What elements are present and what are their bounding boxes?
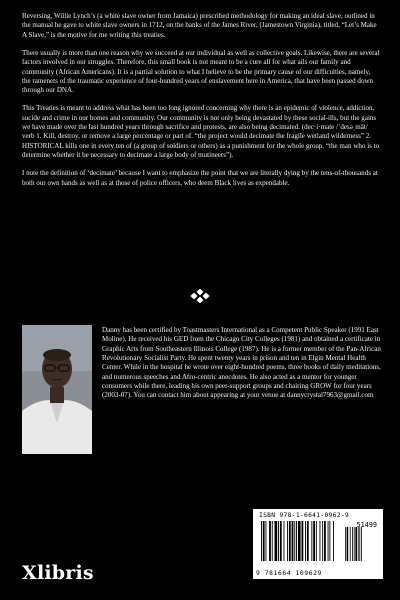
price-bar	[350, 527, 351, 561]
price-bar	[358, 527, 359, 561]
price-bar	[359, 527, 360, 561]
barcode-bars	[259, 521, 377, 567]
barcode	[253, 509, 383, 579]
barcode-bar	[307, 521, 309, 561]
synopsis-paragraph-3: This Treaties is meant to address what has been too long ignored concerning why there is an epidemic of violence, addiction, sucide and crime in our homes and community. Our community is not only being devastated by these social-ills, but the gains we have made over the last hundred years through sacrifice and protests, are also being decimated. (dec·i·mate /ˈdesəˌmāt/ verb 1. Kill, destroy, or remove a large percentage or part of. “the project would decimate the fragile wetland wilderness” 2. HISTORICAL kills one in every ten of (a group of soldiers or others) as a punishment for the whole group. “the man who is to determine whether it be necessary to decimate a large body of mutineers”).	[22, 104, 380, 160]
diamond-ornament-icon	[189, 289, 211, 303]
barcode-bar	[305, 521, 306, 561]
author-bio: Danny has been certified by Toastmasters International as a Competent Public Speaker (1991 East Moline). He received his GED from the Chicago City Colleges (1981) and obtained a certificate in Graphic Arts from Southeastern Illinois College (1987). He is a former member of the Pan-African Revolutionary Socialist Party. He spent twenty years in prison and ten in Elgin Mental Health Center. While in the hospital he wrote over eight-hundred poems, three books of daily meditations, and numerous speeches and Afro-centric anecdotes. He also acted as a mentor for younger consumers while there, leading his own peer-support groups and chairing GROW for four years (2003-07). You can contact him about appearing at your venue at dannycrystal7963@gmail.com	[102, 326, 381, 400]
barcode-bar	[302, 521, 304, 561]
barcode-bar	[272, 521, 273, 561]
barcode-bar	[333, 521, 334, 561]
price-bar	[347, 527, 349, 561]
barcode-bar	[313, 521, 315, 561]
price-bar	[361, 527, 362, 561]
barcode-bar	[320, 521, 321, 561]
price-bar	[345, 527, 346, 561]
barcode-bar	[263, 521, 265, 561]
price-code: 51499	[356, 521, 377, 529]
synopsis-paragraph-2: There usually is more than one reason why we succeed at our individual as well as collective goals. Likewise, there are several factors involved in our struggles. Therefore, this small book is not meant to be a cure all for what ails our family and community (African Americans). It is a partial solution to what I believe to be the primary cause of our difficulties, namely, the ramenets of the traumatic experience of four-hundred years of enslavement here in America, that have been passed down through our DNA.	[22, 48, 380, 95]
barcode-bar	[275, 521, 278, 561]
price-bar	[352, 527, 353, 561]
barcode-bar	[324, 521, 326, 561]
barcode-bar	[278, 521, 279, 561]
barcode-bar	[292, 521, 294, 561]
barcode-bar	[266, 521, 267, 561]
synopsis-paragraph-4: I note the definition of ‘decimate’ because I want to emphasize the point that we are literally dying by the tens-of-thousands at both our own hands as well as at those of police officers, who deem Black lives as expendable.	[22, 169, 378, 187]
publisher-logo: Xlibris	[22, 562, 94, 584]
isbn-label: ISBN 978-1-6641-0962-9	[259, 512, 350, 519]
price-bar	[355, 527, 357, 561]
barcode-bar	[328, 521, 329, 561]
barcode-bar	[316, 521, 317, 561]
barcode-bar	[296, 521, 297, 561]
barcode-bar	[322, 521, 323, 561]
price-bar	[354, 527, 355, 561]
synopsis-paragraph-1: Reversing, Willie Lynch’s (a white slave owner from Jamaica) prescribed methodology for making an ideal slave, outlined in the manual he gave to white slave owners in 1712, on the banks of the James River, (Jamestown Virginia), titled, “Let’s Make A Slave,” is the motive for me writing this treaties.	[22, 12, 377, 39]
synopsis	[22, 12, 380, 197]
barcode-bar	[311, 521, 312, 561]
barcode-bar	[298, 521, 301, 561]
barcode-bar	[280, 521, 282, 561]
barcode-bar	[289, 521, 291, 561]
barcode-bar	[287, 521, 288, 561]
ean-digits: 9 781664 109629	[256, 570, 322, 577]
barcode-bar	[261, 521, 262, 561]
barcode-bar	[284, 521, 285, 561]
barcode-bar	[294, 521, 295, 561]
barcode-bar	[329, 521, 330, 561]
barcode-bar	[269, 521, 271, 561]
author-photo	[22, 325, 92, 454]
